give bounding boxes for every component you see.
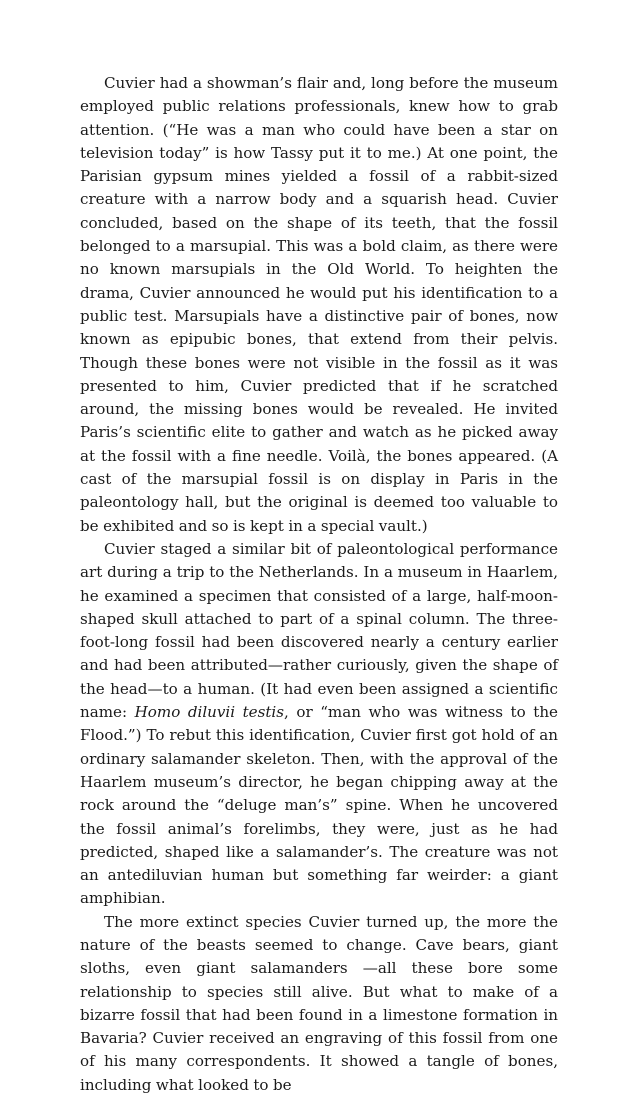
scientific-name: Homo diluvii testis [134, 703, 284, 722]
paragraph-3 [80, 911, 558, 1097]
paragraph-1-text: Cuvier had a showman’s flair and, long before the museum employed public relations professionals, knew how to grab attention. (“He was a man who could have been a star on television today” is how Tassy put it to me.) At one point, the Parisian gypsum mines yielded a fossil of a rabbit-sized creature with a narrow body and a squarish head. Cuvier concluded, based on the shape of its teeth, that the fossil belonged to a marsupial. This was a bold claim, as there were no known marsupials in the Old World. To heighten the drama, Cuvier announced he would put his identification to a public test. Marsupials have a distinctive pair of bones, now known as epipubic bones, that extend from their pelvis. Though these bones were not visible in the fossil as it was presented to him, Cuvier predicted that if he scratched around, the missing bones would be revealed. He invited Paris’s scientific elite to gather and watch as he picked away at the fossil with a fine needle. Voilà, the bones appeared. (A cast of the marsupial fossil is on display in Paris in the paleontology hall, but the original is deemed too valuable to be exhibited and so is kept in a special vault.) [80, 74, 558, 535]
paragraph-2-text-part-2: , or “man who was witness to the Flood.”) To rebut this identification, Cuvier first got hold of an ordinary salamander skeleton. Then, with the approval of the Haarlem museum’s director, he began chipping away at the rock around the “deluge man’s” spine. When he uncovered the fossil animal’s forelimbs, they were, just as he had predicted, shaped like a salamander’s. The creature was not an antediluvian human but something far weirder: a giant amphibian. [80, 703, 558, 908]
paragraph-2-text-part-1: Cuvier staged a similar bit of paleontological performance art during a trip to the Netherlands. In a museum in Haarlem, he examined a specimen that consisted of a large, half-moon-shaped skull attached to part of a spinal column. The three-foot-long fossil had been discovered nearly a century earlier and had been attributed—rather curiously, given the shape of the head—to a human. (It had even been assigned a scientific name: [80, 539, 558, 722]
paragraph-2 [80, 538, 558, 911]
paragraph-1 [80, 72, 558, 538]
paragraph-3-text: The more extinct species Cuvier turned up, the more the nature of the beasts seemed to change. Cave bears, giant sloths, even giant salamanders —all these bore some relationship to species still alive. But what to make of a bizarre fossil that had been found in a limestone formation in Bavaria? Cuvier received an engraving of this fossil from one of his many correspondents. It showed a tangle of bones, including what looked to be [80, 912, 558, 1094]
